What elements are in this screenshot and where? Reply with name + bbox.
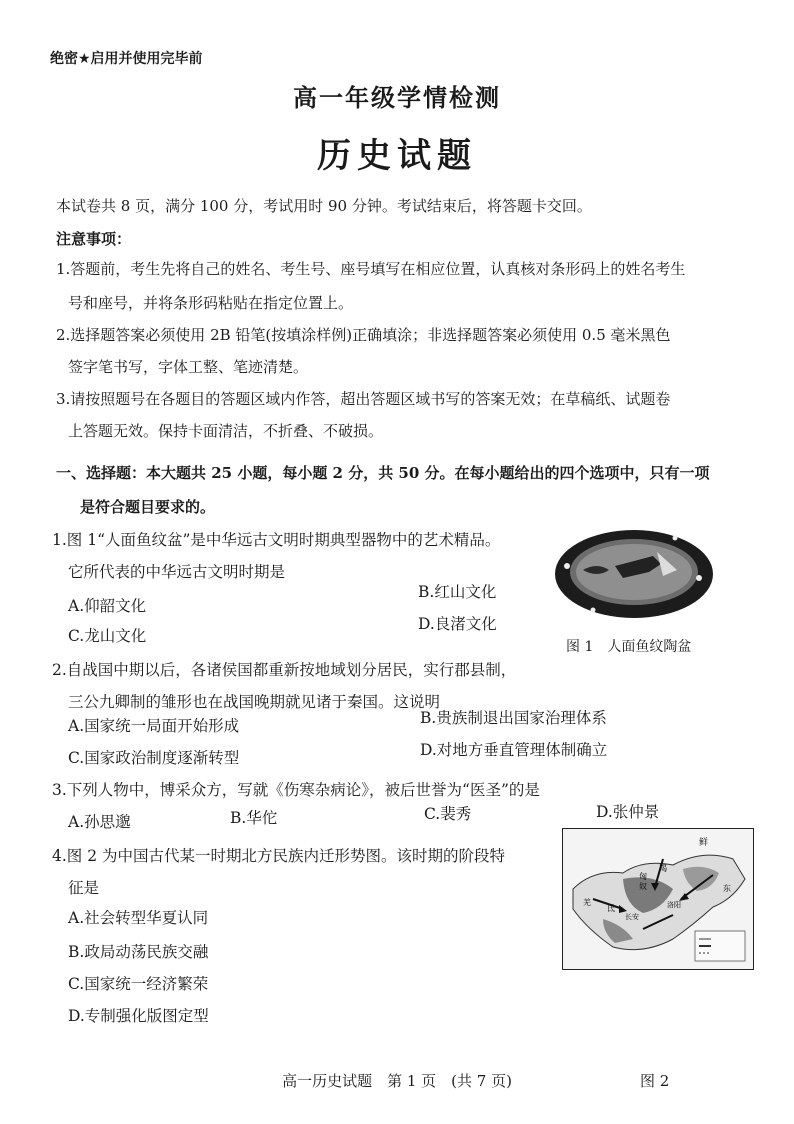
page-footer: 高一历史试题 第 1 页 (共 7 页) (282, 1072, 512, 1090)
note-2-line-1: 2.选择题答案必须使用 2B 铅笔(按填涂样例)正确填涂；非选择题答案必须使用 0.5 毫米黑色 (56, 326, 671, 344)
intro-text: 本试卷共 8 页，满分 100 分，考试用时 90 分钟。考试结束后，将答题卡交回。 (56, 197, 592, 215)
section-1-heading: 一、选择题：本大题共 25 小题，每小题 2 分，共 50 分。在每小题给出的四个选项中，只有一项 (56, 464, 710, 482)
question-3-option-a: A.孙思邈 (68, 813, 131, 831)
question-3-option-b: B.华佗 (230, 809, 278, 827)
question-2-stem: 2.自战国中期以后，各诸侯国都重新按地域划分居民，实行郡县制， (52, 661, 517, 679)
map-label-xian: 鲜 (699, 838, 709, 848)
note-1-line-1: 1.答题前，考生先将自己的姓名、考生号、座号填写在相应位置，认真核对条形码上的姓名考生 (56, 260, 686, 278)
question-3-stem: 3.下列人物中，博采众方，写就《伤寒杂病论》，被后世誉为“医圣”的是 (52, 781, 540, 799)
map-label-nu: 奴 (639, 882, 647, 891)
question-1-option-d: D.良渚文化 (418, 615, 497, 633)
question-1-stem-cont: 它所代表的中华远古文明时期是 (68, 563, 286, 581)
map-label-qiang: 羌 (583, 898, 591, 907)
question-3-option-d: D.张仲景 (596, 803, 660, 821)
subject-title: 历史试题 (317, 136, 477, 176)
note-3-line-1: 3.请按照题号在各题目的答题区域内作答，超出答题区域书写的答案无效；在草稿纸、试题卷 (56, 390, 671, 408)
note-2-line-2: 签字笔书写，字体工整、笔迹清楚。 (68, 358, 309, 376)
question-4-option-d: D.专制强化版图定型 (68, 1007, 209, 1025)
figure-1-caption: 图 1 人面鱼纹陶盆 (566, 639, 692, 655)
map-label-xiong: 匈 (639, 872, 647, 881)
map-label-di: 氐 (607, 904, 615, 913)
map-label-jie: 羯 (659, 864, 667, 873)
figure-2-caption: 图 2 (640, 1072, 670, 1090)
question-1-option-c: C.龙山文化 (68, 627, 147, 645)
question-4-stem: 4.图 2 为中国古代某一时期北方民族内迁形势图。该时期的阶段特 (52, 847, 506, 865)
notes-heading: 注意事项： (56, 230, 132, 248)
question-1-stem: 1.图 1“人面鱼纹盆”是中华远古文明时期典型器物中的艺术精品。 (52, 531, 501, 549)
question-2-stem-cont: 三公九卿制的雏形也在战国晚期就见诸于秦国。这说明 (68, 693, 441, 711)
map-label-dong: 东 (723, 884, 731, 893)
question-2-option-a: A.国家统一局面开始形成 (68, 717, 240, 735)
map-label-changan: 长安 (625, 913, 639, 921)
secret-mark: 绝密★启用并使用完毕前 (50, 51, 203, 67)
figure-1-fish-basin-image (553, 526, 715, 622)
note-3-line-2: 上答题无效。保持卡面清洁，不折叠、不破损。 (68, 422, 384, 440)
question-2-option-d: D.对地方垂直管理体制确立 (420, 741, 608, 759)
question-4-option-b: B.政局动荡民族交融 (68, 943, 209, 961)
question-1-option-a: A.仰韶文化 (68, 597, 147, 615)
question-4-option-c: C.国家统一经济繁荣 (68, 975, 209, 993)
section-1-heading-cont: 是符合题目要求的。 (80, 498, 216, 516)
question-4-option-a: A.社会转型华夏认同 (68, 909, 209, 927)
exam-title: 高一年级学情检测 (293, 83, 501, 112)
map-label-luoyang: 洛阳 (667, 901, 681, 909)
question-2-option-b: B.贵族制退出国家治理体系 (420, 709, 607, 727)
question-1-option-b: B.红山文化 (418, 583, 497, 601)
note-1-line-2: 号和座号，并将条形码粘贴在指定位置上。 (68, 294, 354, 312)
question-4-stem-cont: 征是 (68, 879, 100, 897)
question-2-option-c: C.国家政治制度逐渐转型 (68, 749, 240, 767)
question-3-option-c: C.裴秀 (424, 805, 472, 823)
figure-2-migration-map (562, 828, 754, 970)
